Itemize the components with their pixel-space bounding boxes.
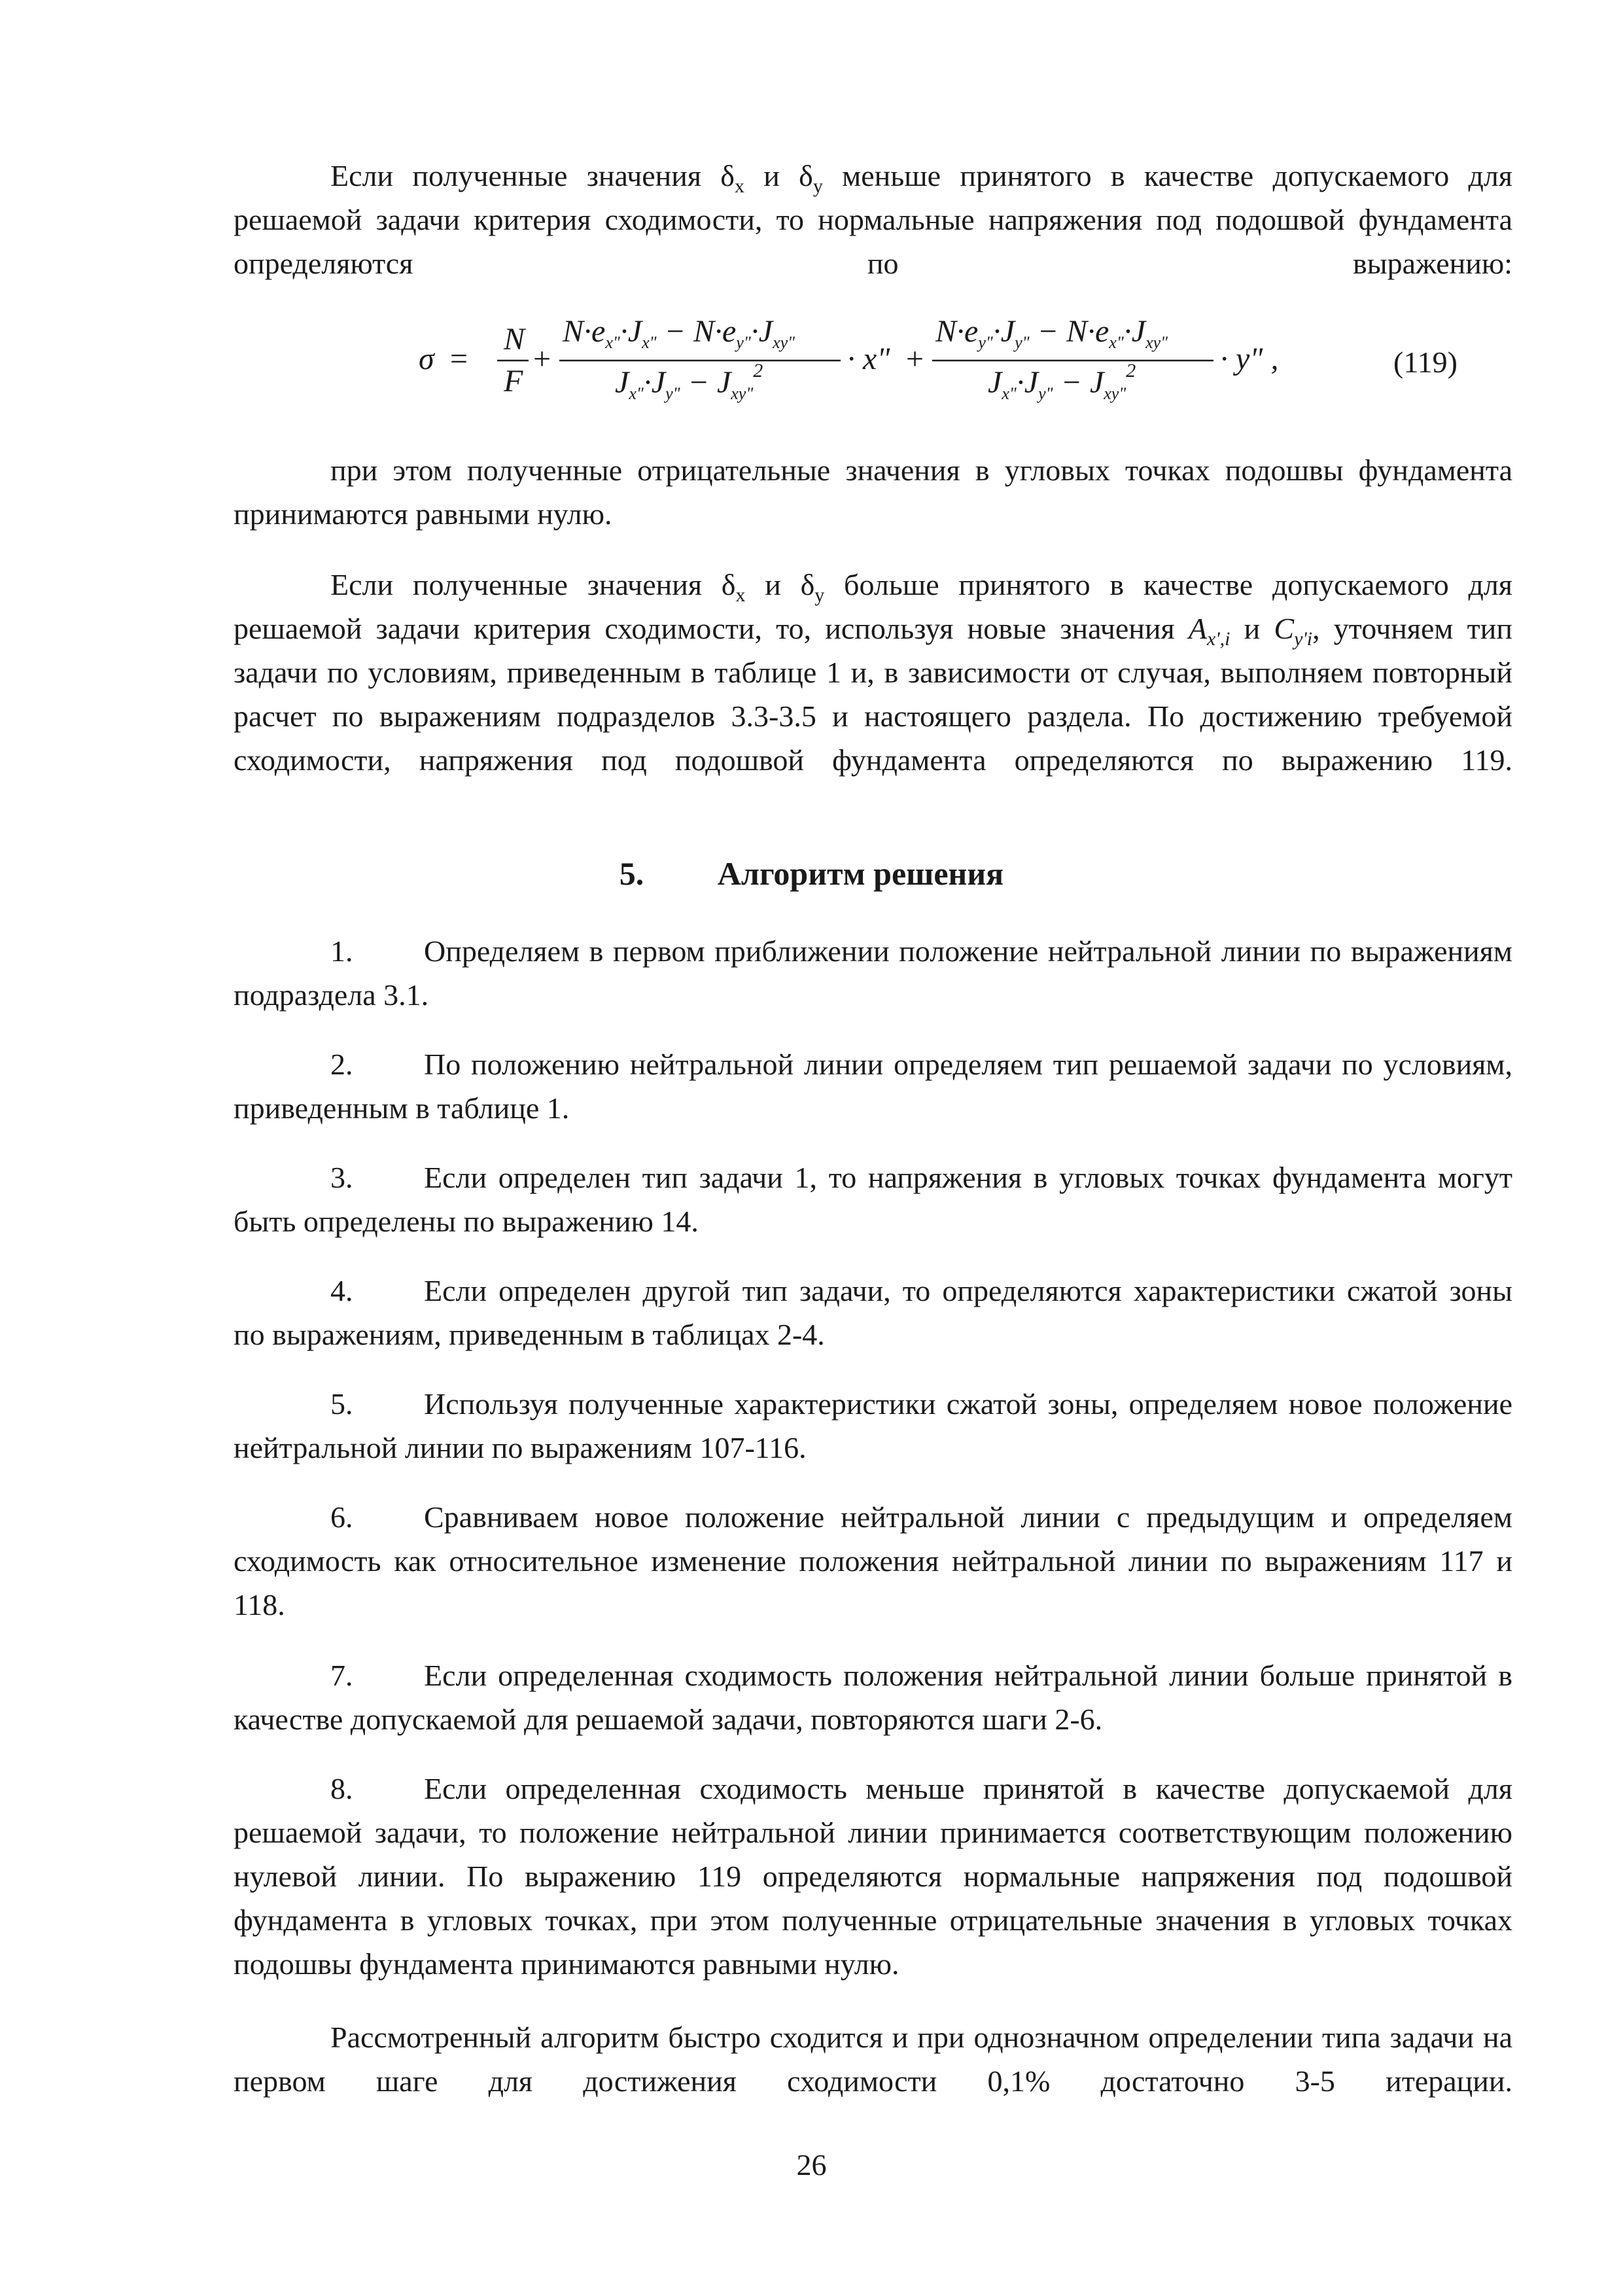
list-text: Если определен тип задачи 1, то напряжения в угловых точках фундамента могут быть определены по выражению 14. bbox=[234, 1161, 1512, 1238]
subscript: y'i bbox=[1294, 628, 1313, 650]
text-run: Если полученные значения δ bbox=[330, 568, 736, 601]
list-number: 5. bbox=[330, 1387, 353, 1421]
list-text: Определяем в первом приближении положение нейтральной линии по выражениям подраздела 3.1. bbox=[234, 934, 1512, 1012]
symbol-A: A bbox=[1188, 612, 1207, 645]
list-text: Если определенная сходимость меньше принятой в качестве допускаемой для решаемой задачи, то положение нейтральной линии принимается соответствующим положению нулевой линии. По выражению 119 определяются нормальные напряжения под подошвой фундамента в угловых точках, при этом полученные отрицательные значения в угловых точках подошвы фундамента принимаются равными нулю. bbox=[234, 1772, 1512, 1981]
list-number: 1. bbox=[330, 934, 353, 968]
list-item bbox=[234, 1156, 1512, 1243]
list-item bbox=[234, 1767, 1512, 1986]
list-text: По положению нейтральной линии определяем тип решаемой задачи по условиям, приведенным в таблице 1. bbox=[234, 1048, 1512, 1125]
text-run: и δ bbox=[744, 159, 813, 192]
text-run: и bbox=[1230, 612, 1274, 645]
subscript: x bbox=[734, 175, 744, 197]
formula-plus-2: + bbox=[906, 342, 924, 376]
fraction-2 bbox=[932, 314, 1213, 403]
list-text: Если определен другой тип задачи, то определяются характеристики сжатой зоны по выражениям, приведенным в таблицах 2-4. bbox=[234, 1274, 1512, 1351]
formula-equals: = bbox=[450, 342, 468, 376]
subscript: x bbox=[735, 584, 746, 606]
paragraph-conclusion: Рассмотренный алгоритм быстро сходится и при однозначном определении типа задачи на первом шаге для достижения сходимости 0,1% достаточно 3-5 итерации. bbox=[234, 2021, 1512, 2098]
list-number: 3. bbox=[330, 1161, 353, 1194]
paragraph-negative-values: при этом полученные отрицательные значения в угловых точках подошвы фундамента принимаются равными нулю. bbox=[234, 453, 1512, 531]
list-item bbox=[234, 1269, 1512, 1356]
fraction-1 bbox=[559, 314, 841, 403]
list-item bbox=[234, 1495, 1512, 1627]
paragraph-convergence bbox=[234, 563, 1512, 826]
formula-svg bbox=[0, 301, 1623, 432]
text-run: Если полученные значения δ bbox=[330, 159, 735, 192]
list-number: 7. bbox=[330, 1659, 353, 1692]
list-item bbox=[234, 1382, 1512, 1470]
text-run: , уточняем тип задачи по условиям, приведенным в таблице 1 и, в зависимости от случая, выполняем повторный расчет по выражениям подразделов 3.3-3.5 и настоящего раздела. По достижению требуемой сходимости, напряжения под подошвой фундамента определяются по выражению 119. bbox=[234, 612, 1512, 777]
formula-x-term: · x" bbox=[847, 342, 890, 376]
list-number: 2. bbox=[330, 1048, 353, 1081]
text-run: меньше принятого в качестве допускаемого для решаемой задачи критерия сходимости, то нормальные напряжения под подошвой фундамента определяются по выражению: bbox=[234, 159, 1512, 280]
symbol-C: C bbox=[1274, 612, 1295, 645]
subscript: x',i bbox=[1206, 628, 1230, 650]
formula-plus: + bbox=[533, 342, 551, 376]
list-text: Используя полученные характеристики сжатой зоны, определяем новое положение нейтральной линии по выражениям 107-116. bbox=[234, 1387, 1512, 1464]
subscript: y bbox=[812, 175, 823, 197]
text-run: и δ bbox=[745, 568, 815, 601]
list-item bbox=[234, 1653, 1512, 1741]
equation-number: (119) bbox=[1393, 345, 1457, 379]
list-text: Если определенная сходимость положения нейтральной линии больше принятой в качестве допускаемой для решаемой задачи, повторяются шаги 2-6. bbox=[234, 1659, 1512, 1736]
page-number: 26 bbox=[796, 2148, 827, 2181]
list-text: Сравниваем новое положение нейтральной линии с предыдущим и определяем сходимость как относительное изменение положения нейтральной линии по выражениям 117 и 118. bbox=[234, 1500, 1512, 1621]
section-title: Алгоритм решения bbox=[717, 855, 1004, 892]
subscript: y bbox=[814, 584, 825, 606]
list-item bbox=[234, 929, 1512, 1017]
section-heading bbox=[0, 851, 1623, 896]
formula-F: F bbox=[504, 364, 523, 398]
svg-text:Jx"·Jy" − Jxy"2: $J_{x"}\cdot J_{y"} - J_{xy"}^2$ bbox=[615, 360, 763, 403]
formula-N: N bbox=[504, 322, 525, 357]
svg-text:N·ey"·Jy" − N·ex"·Jxy": $N\cdot e_{y"}\cdot J_{y"} - N\cdot e_{x"}\cdot J_{xy"}$ bbox=[935, 314, 1168, 352]
list-number: 8. bbox=[330, 1772, 353, 1805]
list-number: 6. bbox=[330, 1500, 353, 1534]
text-run: больше принятого в качестве допускаемого для решаемой задачи критерия сходимости, то, используя новые значения bbox=[234, 568, 1512, 645]
formula-119 bbox=[0, 301, 1623, 432]
list-item bbox=[234, 1042, 1512, 1130]
list-number: 4. bbox=[330, 1274, 353, 1307]
svg-text:N·ex"·Jx" − N·ey"·Jxy": $N\cdot e_{x"}\cdot J_{x"} - N\cdot e_{y"}\cdot J_{xy"}$ bbox=[563, 314, 795, 352]
formula-y-term: · y" , bbox=[1220, 342, 1279, 376]
section-number: 5. bbox=[619, 855, 644, 892]
svg-text:Jx"·Jy" − Jxy"2: $J_{x"}\cdot J_{y"} - J_{xy"}^2$ bbox=[988, 360, 1136, 403]
formula-sigma: σ bbox=[419, 342, 434, 376]
